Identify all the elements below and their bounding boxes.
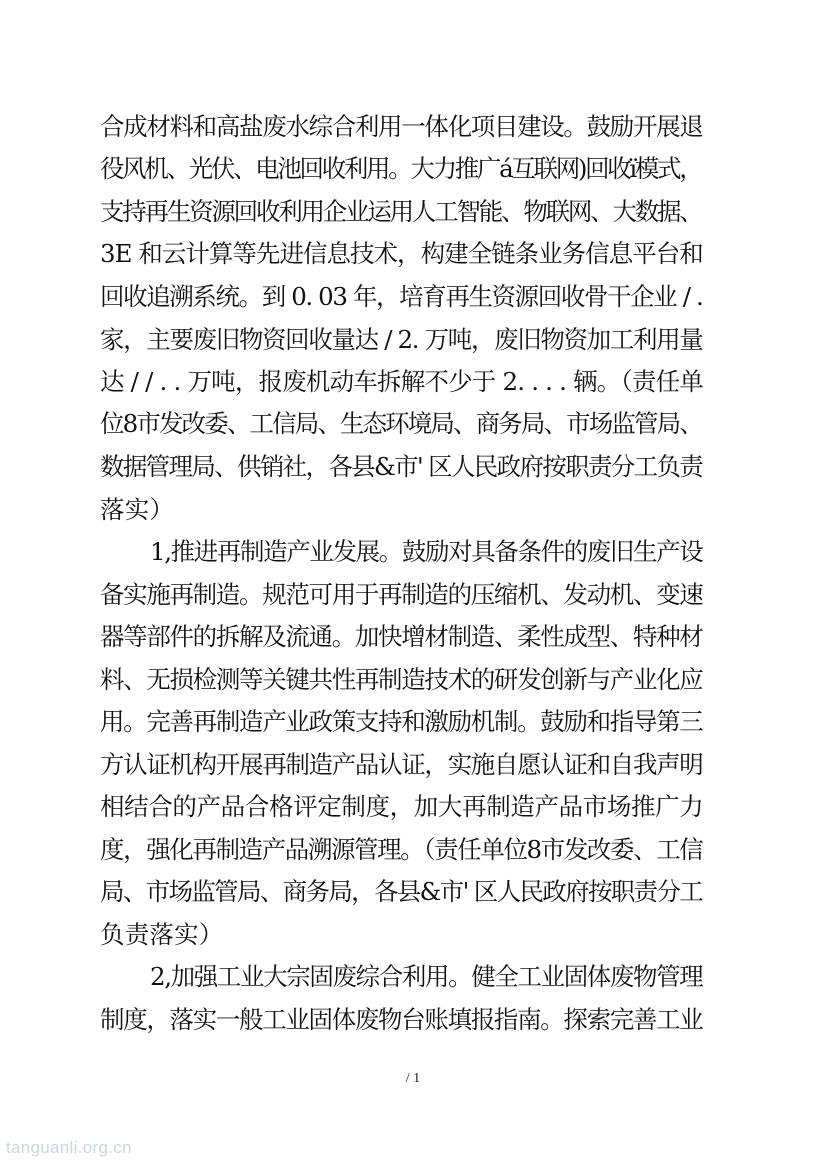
text-line-19: 局、市场监管局、商务局，各县&市' 区人民政府按职责分工: [100, 877, 703, 906]
text-line-16: 方认证机构开展再制造产品认证，实施自愿认证和自我声明: [100, 750, 703, 779]
page-number: / 1: [405, 1071, 421, 1086]
text-line-8: 位8市发改委、工信局、生态环境局、商务局、市场监管局、: [100, 409, 702, 438]
text-line-22: 制度，落实一般工业固体废物台账填报指南。探索完善工业: [100, 1005, 703, 1034]
text-line-14: 料、无损检测等关键共性再制造技术的研发创新与产业化应: [100, 665, 703, 694]
text-line-4: 3E 和云计算等先进信息技术，构建全链条业务信息平台和: [100, 239, 703, 268]
text-line-20: 负责落实）: [100, 920, 224, 949]
text-line-1: 合成材料和高盐废水综合利用一体化项目建设。鼓励开展退: [100, 112, 703, 141]
text-line-17: 相结合的产品合格评定制度，加大再制造产品市场推广力: [100, 792, 704, 821]
text-line-9: 数据管理局、供销社，各县&市' 区人民政府按职责分工负责: [100, 452, 703, 481]
text-line-5: 回收追溯系统。到 0. 03 年，培育再生资源回收骨干企业 / .: [100, 282, 703, 311]
text-line-6: 家，主要废旧物资回收量达 / 2. 万吨，废旧物资加工利用量: [100, 325, 703, 354]
text-line-11: 1,推进再制造产业发展。鼓励对具备条件的废旧生产设: [150, 537, 703, 566]
text-line-3: 支持再生资源回收利用企业运用人工智能、物联网、大数据、: [100, 197, 702, 226]
text-line-13: 器等部件的拆解及流通。加快增材制造、柔性成型、特种材: [100, 622, 703, 651]
text-line-12: 备实施再制造。规范可用于再制造的压缩机、发动机、变速: [100, 580, 703, 609]
text-line-15: 用。完善再制造产业政策支持和激励机制。鼓励和指导第三: [100, 707, 703, 736]
text-line-21: 2,加强工业大宗固废综合利用。健全工业固体废物管理: [150, 962, 703, 991]
text-line-2: 役风机、光伏、电池回收利用。大力推广á互联网)回收ï模式，: [100, 154, 702, 183]
text-line-10: 落实）: [100, 495, 175, 524]
text-line-18: 度，强化再制造产品溯源管理。（责任单位8市发改委、工信: [100, 835, 703, 864]
site-watermark: tanguanli.org.cn: [6, 1138, 132, 1157]
text-line-7: 达 / / . . 万吨，报废机动车拆解不少于 2. . . . 辆。（责任单: [100, 367, 703, 396]
